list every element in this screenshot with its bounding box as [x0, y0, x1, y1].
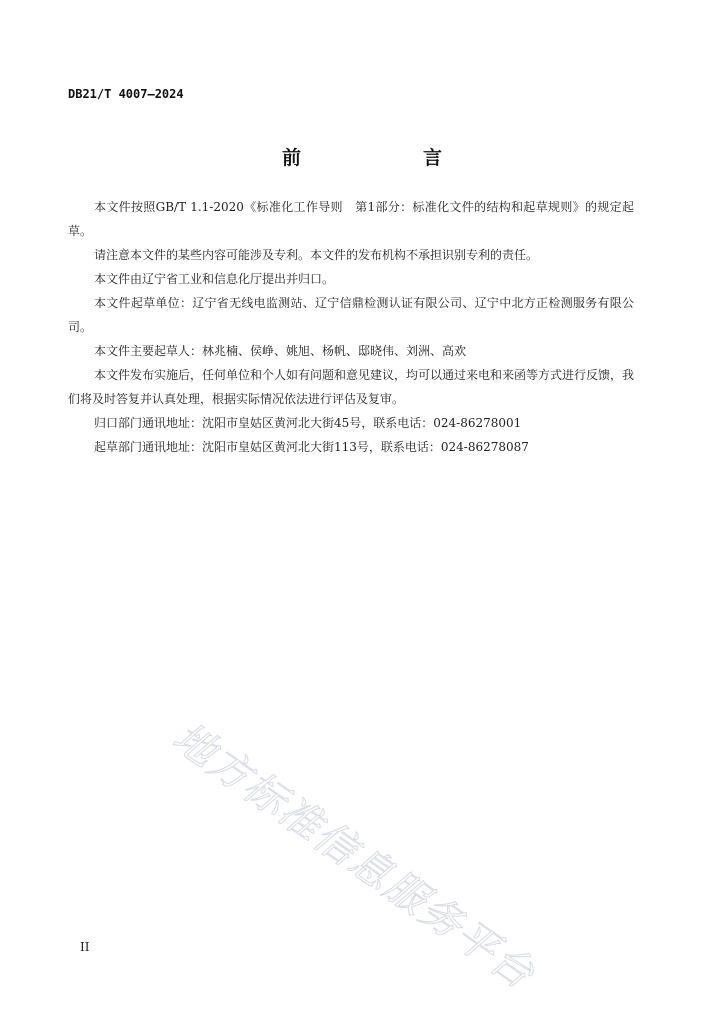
foreword-body: [68, 195, 634, 459]
paragraph-competent-address: 归口部门通讯地址：沈阳市皇姑区黄河北大街45号，联系电话：024-86278001: [94, 416, 522, 430]
watermark-text: 地方标准信息服务平台: [164, 712, 544, 999]
paragraph-drafting-units: 本文件起草单位：辽宁省无线电监测站、辽宁信鼎检测认证有限公司、辽宁中北方正检测服务有限公司。: [68, 296, 634, 334]
page-title: 前 言: [281, 147, 470, 169]
paragraph-feedback: 本文件发布实施后，任何单位和个人如有问题和意见建议，均可以通过来电和来函等方式进行反馈，我们将及时答复并认真处理，根据实际情况依法进行评估及复审。: [68, 368, 635, 406]
paragraph-drafters: 本文件主要起草人：林兆楠、侯峥、姚旭、杨帆、邸晓伟、刘洲、高欢: [94, 344, 467, 358]
paragraph-proposer: 本文件由辽宁省工业和信息化厅提出并归口。: [94, 272, 335, 286]
page-number: II: [80, 940, 90, 954]
paragraph-drafting-address: 起草部门通讯地址：沈阳市皇姑区黄河北大街113号，联系电话：024-86278087: [94, 440, 529, 454]
paragraph-patent-notice: 请注意本文件的某些内容可能涉及专利。本文件的发布机构不承担识别专利的责任。: [94, 248, 539, 262]
document-code: DB21/T 4007—2024: [68, 87, 184, 101]
paragraph-drafting-basis: 本文件按照GB/T 1.1-2020《标准化工作导则 第1部分：标准化文件的结构和起草规则》的规定起草。: [68, 200, 634, 238]
